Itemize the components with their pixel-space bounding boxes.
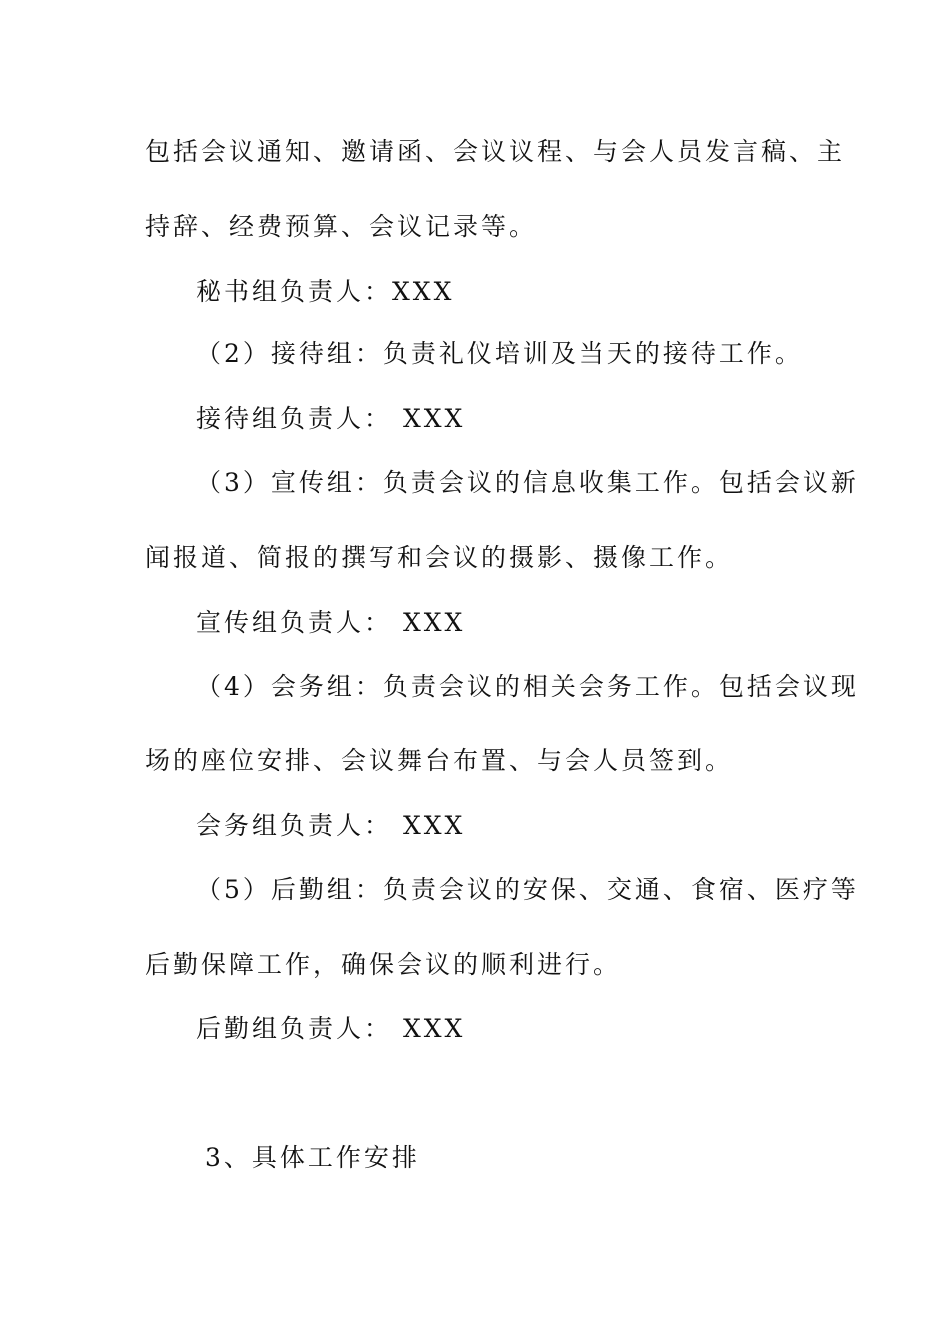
logistics-group-item: （5）后勤组：负责会议的安保、交通、食宿、医疗等 xyxy=(196,875,859,904)
paragraph-line: 闻报道、简报的撰写和会议的摄影、摄像工作。 xyxy=(145,543,734,572)
reception-group-lead: 接待组负责人： XXX xyxy=(196,404,466,433)
paragraph-line: 包括会议通知、邀请函、会议议程、与会人员发言稿、主 xyxy=(145,137,846,166)
secretary-group-lead: 秘书组负责人：XXX xyxy=(196,277,455,306)
paragraph-line: 后勤保障工作，确保会议的顺利进行。 xyxy=(145,950,622,979)
affairs-group-item: （4）会务组：负责会议的相关会务工作。包括会议现 xyxy=(196,672,859,701)
paragraph-line: 场的座位安排、会议舞台布置、与会人员签到。 xyxy=(145,746,734,775)
section-heading: 3、具体工作安排 xyxy=(205,1143,420,1172)
paragraph-line: 持辞、经费预算、会议记录等。 xyxy=(145,212,538,241)
logistics-group-lead: 后勤组负责人： XXX xyxy=(196,1014,466,1043)
publicity-group-item: （3）宣传组：负责会议的信息收集工作。包括会议新 xyxy=(196,468,859,497)
affairs-group-lead: 会务组负责人： XXX xyxy=(196,811,466,840)
publicity-group-lead: 宣传组负责人： XXX xyxy=(196,608,466,637)
reception-group-item: （2）接待组：负责礼仪培训及当天的接待工作。 xyxy=(196,339,803,368)
